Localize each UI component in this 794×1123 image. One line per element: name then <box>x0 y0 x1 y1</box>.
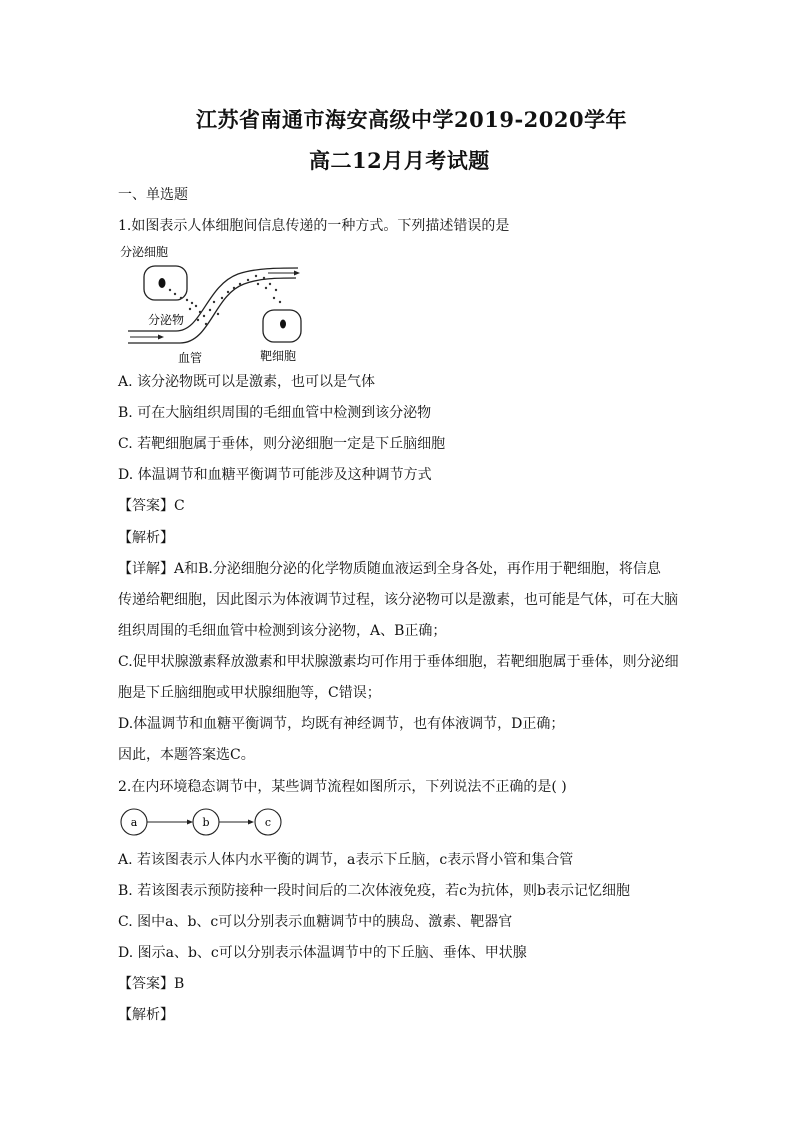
q1-option-a: A. 该分泌物既可以是激素，也可以是气体 <box>118 374 376 390</box>
page-title-line2: 高二12月月考试题 <box>309 148 490 173</box>
q1-analysis-label: 【解析】 <box>118 530 174 546</box>
q2-option-c: C. 图中a、b、c可以分别表示血糖调节中的胰岛、激素、靶器官 <box>118 914 513 930</box>
arrow-b-c-icon <box>248 820 254 825</box>
node-b-label: b <box>202 816 210 829</box>
q1-option-c: C. 若靶细胞属于垂体，则分泌细胞一定是下丘脑细胞 <box>118 436 446 452</box>
q2-option-d: D. 图示a、b、c可以分别表示体温调节中的下丘脑、垂体、甲状腺 <box>118 945 527 961</box>
q2-flow-diagram <box>118 806 288 840</box>
q1-explanation-line: C.促甲状腺激素释放激素和甲状腺激素均可作用于垂体细胞，若靶细胞属于垂体，则分泌细 <box>118 654 679 670</box>
q1-option-b: B. 可在大脑组织周围的毛细血管中检测到该分泌物 <box>118 405 432 421</box>
node-c-label: c <box>264 816 272 829</box>
label-secretion: 分泌物 <box>148 313 185 327</box>
section-heading: 一、单选题 <box>118 187 188 203</box>
q2-option-a: A. 若该图表示人体内水平衡的调节，a表示下丘脑，c表示肾小管和集合管 <box>118 852 574 868</box>
label-secreting-cell: 分泌细胞 <box>120 245 169 259</box>
target-cell-nucleus <box>280 320 286 329</box>
q1-explanation-line: D.体温调节和血糖平衡调节，均既有神经调节，也有体液调节，D正确； <box>118 716 565 732</box>
flow-arrow-right-icon <box>294 271 300 276</box>
label-target-cell: 靶细胞 <box>260 349 297 363</box>
q1-explanation-line: 胞是下丘脑细胞或甲状腺细胞等，C错误； <box>118 685 381 701</box>
arrow-a-b-icon <box>187 820 193 825</box>
q1-option-d: D. 体温调节和血糖平衡调节可能涉及这种调节方式 <box>118 467 432 483</box>
q1-cell-signaling-figure <box>118 240 318 366</box>
label-vessel: 血管 <box>178 351 203 365</box>
q1-explanation-line: 【详解】A和B.分泌细胞分泌的化学物质随血液运到全身各处，再作用于靶细胞，将信息 <box>118 561 661 577</box>
q1-explanation-line: 因此，本题答案选C。 <box>118 747 255 763</box>
q2-stem: 2.在内环境稳态调节中，某些调节流程如图所示，下列说法不正确的是( ) <box>118 779 567 795</box>
q1-explanation-line: 传递给靶细胞，因此图示为体液调节过程，该分泌物可以是激素，也可能是气体，可在大脑 <box>118 592 678 608</box>
q2-analysis-label: 【解析】 <box>118 1007 174 1023</box>
q2-option-b: B. 若该图表示预防接种一段时间后的二次体液免疫，若c为抗体，则b表示记忆细胞 <box>118 883 630 899</box>
flow-arrow-left-icon <box>158 335 164 340</box>
q1-explanation-line: 组织周围的毛细血管中检测到该分泌物，A、B正确； <box>118 623 447 639</box>
q2-answer: 【答案】B <box>118 976 185 992</box>
q1-stem: 1.如图表示人体细胞间信息传递的一种方式。下列描述错误的是 <box>118 218 510 234</box>
q1-answer: 【答案】C <box>118 498 185 514</box>
secreting-cell-nucleus <box>159 278 166 288</box>
node-a-label: a <box>130 816 138 829</box>
page-title-line1: 江苏省南通市海安高级中学2019-2020学年 <box>196 107 628 132</box>
